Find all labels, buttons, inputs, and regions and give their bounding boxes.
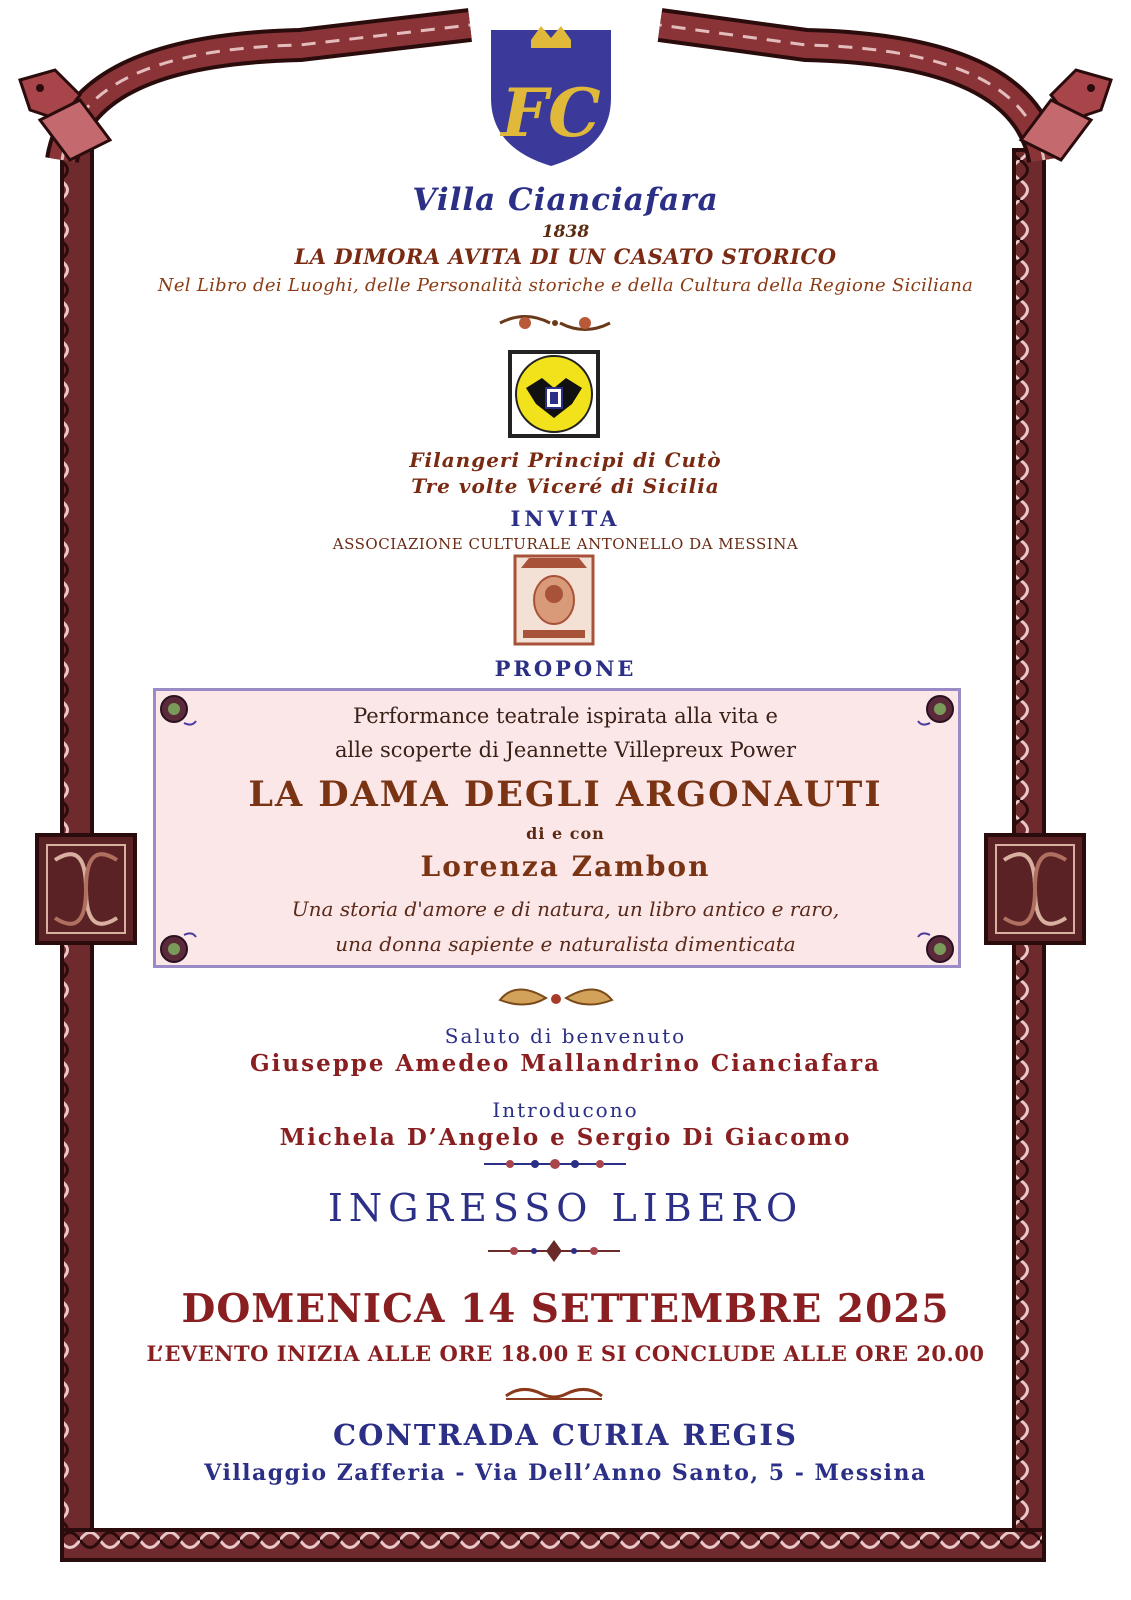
svg-text:FC: FC [501,74,601,152]
performance-title: LA DAMA DEGLI ARGONAUTI [248,774,883,815]
fleuron-divider-icon [484,1238,624,1264]
dimora-heading: LA DIMORA AVITA DI UN CASATO STORICO [294,244,837,269]
floral-divider-icon [495,310,615,336]
story-line-1: Una storia d'amore e di natura, un libro antico e raro, [291,897,840,921]
beaded-divider-icon [480,1156,630,1172]
filangeri-eagle-icon [506,348,602,440]
invita-heading: INVITA [510,506,621,531]
leaf-divider-icon [496,980,616,1014]
introduction-label: Introducono [492,1098,639,1122]
propone-heading: PROPONE [494,656,637,681]
scroll-divider-icon [502,1382,606,1402]
welcome-name: Giuseppe Amedeo Mallandrino Cianciafara [250,1050,881,1077]
story-line-2: una donna sapiente e naturalista dimenticata [335,932,796,956]
association-emblem-icon [513,554,595,646]
performer-name: Lorenza Zambon [420,850,711,883]
libro-subtitle: Nel Libro dei Luoghi, delle Personalità storiche e della Cultura della Regione Siciliana [157,275,974,296]
filangeri-line: Filangeri Principi di Cutò [409,448,722,472]
di-e-con-label: di e con [526,824,605,843]
event-time: L’EVENTO INIZIA ALLE ORE 18.00 E SI CONCLUDE ALLE ORE 20.00 [146,1341,985,1366]
villa-crest-icon [487,18,615,168]
association-name: ASSOCIAZIONE CULTURALE ANTONELLO DA MESSINA [332,535,799,553]
location-address: Villaggio Zafferia - Via Dell’Anno Santo, 5 - Messina [204,1460,927,1486]
performance-description-1: Performance teatrale ispirata alla vita e [353,704,778,728]
free-entry-heading: INGRESSO LIBERO [327,1186,804,1230]
performance-description-2: alle scoperte di Jeannette Villepreux Power [334,738,797,762]
location-place: CONTRADA CURIA REGIS [333,1418,798,1452]
vicere-line: Tre volte Viceré di Sicilia [411,474,720,498]
event-date: DOMENICA 14 SETTEMBRE 2025 [181,1286,950,1332]
introduction-names: Michela D’Angelo e Sergio Di Giacomo [279,1124,852,1151]
founding-year: 1838 [541,222,590,242]
villa-name: Villa Cianciafara [412,182,719,218]
welcome-label: Saluto di benvenuto [444,1024,687,1048]
